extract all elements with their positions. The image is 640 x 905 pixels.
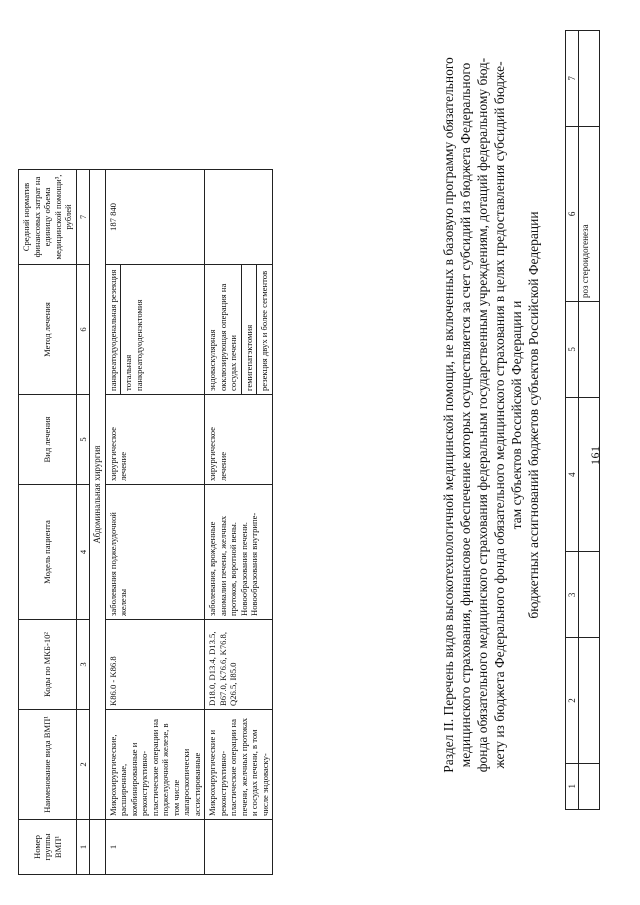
cell-group [205, 820, 273, 875]
top-col-num: 6 [566, 126, 579, 301]
header-type: Вид лечения [19, 395, 77, 485]
header-model: Модель пациента [19, 485, 77, 620]
col-number: 6 [76, 265, 90, 395]
col-number: 3 [76, 620, 90, 710]
header-method: Метод лечения [19, 265, 77, 395]
top-col-num: 3 [566, 552, 579, 638]
title-line: бюджетных ассигнований бюджетов субъектов Российской Федерации [526, 211, 541, 619]
cell-name: Микрохирургические, расширенные, комбинированные и реконструктивно-пластические операции на поджелудочной железе, в том числе лапароскопически ассистированные [105, 710, 205, 820]
title-line: жету из бюджета Федерального фонда обязательного медицинского страхования в целях предоставления субсидий бюдже- [492, 61, 507, 769]
method-item: резекция двух и более сегментов [256, 265, 270, 394]
continuation-table [565, 30, 600, 810]
cell-model: заболевания поджелудочной железы [105, 485, 205, 620]
method-item: гемигепатэктомия [241, 265, 255, 394]
header-group: Номер группы ВМП¹ [19, 820, 77, 875]
method-item: эндоваскулярная окклюзирующая операция на сосудах печени [207, 283, 238, 391]
method-item: панкреатодуоденальная резекция [107, 269, 118, 391]
title-line: медицинского страхования, финансовое обеспечение которых осуществляется за счет субсидий из бюджета Федерального [458, 62, 473, 768]
cell-cost: 187 840 [105, 170, 205, 265]
cell-codes: D18.0, D13.4, D13.5, B67.0, K76.6, K76.8, Q26.5, I85.0 [205, 620, 273, 710]
cell-type: хирургическое лечение [105, 395, 205, 485]
top-col-num: 5 [566, 302, 579, 398]
cell-method [105, 265, 205, 395]
col-number: 5 [76, 395, 90, 485]
header-name: Наименование вида ВМП¹ [19, 710, 77, 820]
table-row [205, 170, 273, 875]
cell-type: хирургическое лечение [205, 395, 273, 485]
page-number: 161 [588, 445, 602, 465]
col-number: 2 [76, 710, 90, 820]
method-item: тотальная панкреатодуоденэктомия [120, 265, 144, 394]
cell-method [205, 265, 273, 395]
title-line: фонда обязательного медицинского страхования федеральным государственным учреждениям, дотаций федеральному бюд- [475, 57, 490, 773]
cell-cost [205, 170, 273, 265]
title-line: Раздел II. Перечень видов высокотехнологичной медицинской помощи, не включенных в базовую программу обязательного [441, 57, 456, 773]
section-title [440, 20, 542, 810]
top-col-num: 1 [566, 763, 579, 809]
col-number: 7 [76, 170, 90, 265]
cell-group: 1 [105, 820, 205, 875]
top-col-num: 7 [566, 31, 579, 127]
top-method-cell: роз стероидогенеза [579, 126, 600, 301]
top-col-num: 4 [566, 397, 579, 552]
top-col-num: 2 [566, 638, 579, 763]
col-number: 1 [76, 820, 90, 875]
vmp-table [18, 169, 273, 875]
col-number: 4 [76, 485, 90, 620]
header-cost: Средний норматив финансовых затрат на единицу объема медицинской помощи³, рублей [19, 170, 77, 265]
cell-name: Микрохирургические и реконструктивно-пластические операции на печени, желчных протоках и сосудах печени, в том числе эндоваску- [205, 710, 273, 820]
section-heading: Абдоминальная хирургия [90, 170, 106, 820]
cell-codes: K86.0 - K86.8 [105, 620, 205, 710]
cell-model: заболевания, врожденные аномалии печени, желчных протоков, воротной вены. Новообразования печени. Новообразования внутрипе- [205, 485, 273, 620]
table-row [105, 170, 205, 875]
header-codes: Коды по МКБ-10² [19, 620, 77, 710]
title-line: там субъектов Российской Федерации и [509, 300, 524, 530]
